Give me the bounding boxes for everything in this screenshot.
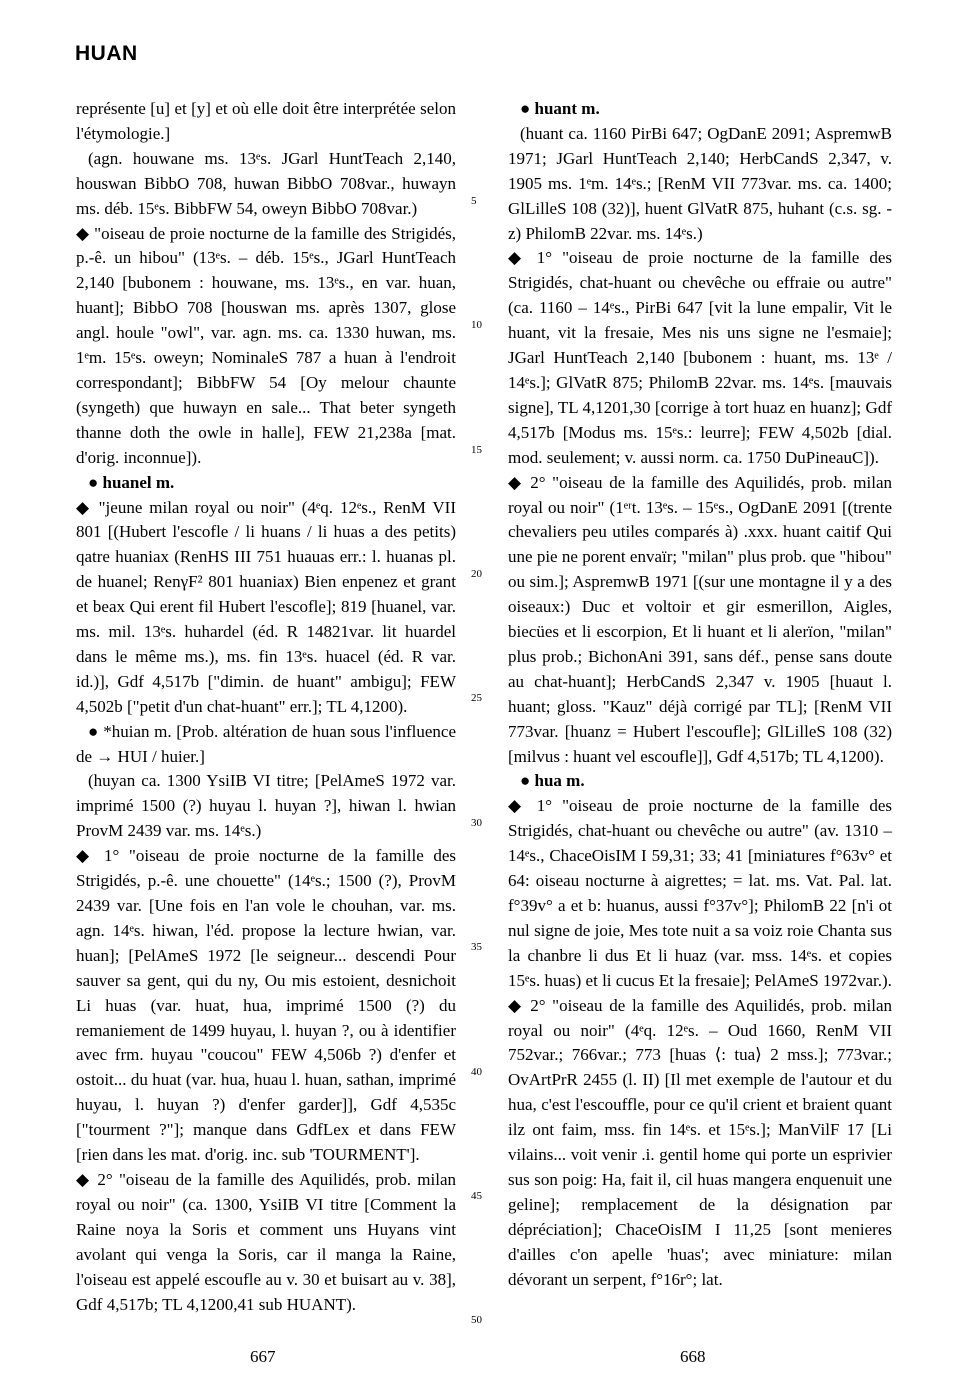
left-column <box>76 97 456 1317</box>
entry-headword: ● huanel m. <box>88 472 175 492</box>
paragraph: ◆ "oiseau de proie nocturne de la famille des Strigidés, p.-ê. un hibou" (13ᵉs. – déb. 15ᵉs., JGarl HuntTeach 2,140 [bubonem : houwane, ms. 13ᵉs., en var. huan, huant]; BibbO 708 [houswan ms. après 1307, glose angl. houle "owl", var. agn. ms. ca. 1330 huwan, ms. 1ᵉm. 15ᵉs. oweyn; NominaleS 787 a huan à l'endroit correspondant]; BibbFW 54 [Oy melour chaunte (syngeth) que huwayn en sale... That beter syngeth thanne doth the owle in halle], FEW 21,238a [mat. d'orig. inconnue]). <box>76 223 456 467</box>
page-number-left: 667 <box>250 1347 276 1366</box>
paragraph: (huant ca. 1160 PirBi 647; OgDanE 2091; AspremwB 1971; JGarl HuntTeach 2,140; HerbCandS 2,347, v. 1905 ms. 1ᵉm. 14ᵉs.; [RenM VII 773var. ms. ca. 1400; GlLilleS 108 (32)], huent GlVatR 875, huhant (c.s. sg. -z) PhilomB 22var. ms. 14ᵉs.) <box>508 123 892 243</box>
entry-headword: ● huant m. <box>520 99 600 118</box>
page-number-right: 668 <box>680 1347 706 1366</box>
entry-headword: ● *huian m. [Prob. altération de huan sous l'influence de → HUI / huier.] <box>76 721 456 766</box>
line-number: 40 <box>471 1066 482 1078</box>
line-number: 15 <box>471 444 482 456</box>
paragraph: ◆ 1° "oiseau de proie nocturne de la famille des Strigidés, chat-huant ou chevêche ou autre" (av. 1310 – 14ᵉs., ChaceOisIM I 59,31; 33; 41 [miniatures f°63v° et 64: oiseau nocturne à aigrettes; = lat. ms. Vat. Pal. lat. f°39v° a et b: huanus, aussi f°37v°]; PhilomB 22 [n'i ot nul signe de joie, Mes tote nuit a sa voiz roie Chanta sus la chanbre li dus Et li huaz (var. mss. 14ᵉs. et copies 15ᵉs. huas) et li cucus Et la fresaie]; PelAmeS 1972var.). <box>508 796 892 990</box>
line-number: 10 <box>471 319 482 331</box>
line-number: 50 <box>471 1314 482 1326</box>
right-column <box>508 97 892 1293</box>
paragraph: ◆ 2° "oiseau de la famille des Aquilidés, prob. milan royal ou noir" (ca. 1300, YsiIB VI titre [Comment la Raine noya la Soris et comment uns Huyans vint avolant qui venga la Soris, car il manga la Raine, l'oiseau est appelé escoufle au v. 30 et buisart au v. 38], Gdf 4,517b; TL 4,1200,41 sub HUANT). <box>76 1169 456 1314</box>
paragraph: représente [u] et [y] et où elle doit être interprétée selon l'étymologie.] <box>76 99 456 143</box>
line-number: 25 <box>471 692 482 704</box>
paragraph: (huyan ca. 1300 YsiIB VI titre; [PelAmeS 1972 var. imprimé 1500 (?) huyau l. huyan ?], hiwan l. hwian ProvM 2439 var. ms. 14ᵉs.) <box>76 771 456 841</box>
paragraph: ◆ 2° "oiseau de la famille des Aquilidés, prob. milan royal ou noir" (1ᵉʳt. 13ᵉs. – 15ᵉs., OgDanE 2091 [(trente chevaliers peu utiles comparés à) .xxx. huant caitif Qui une pie ne porent envaïr; "milan" plus prob. que "hibou" ou sim.]; AspremwB 1971 [(sur une montagne il y a des oiseaux:) Duc et voltoir et gir esmerillon, Aigles, biecües et li escorpion, Et li huant et li alerïon, "milan" plus prob.; BichonAni 391, sans déf., pense sans doute au chat-huant]; HerbCandS 2,347 v. 1905 [huaut l. huant; gloss. "Kauz" déjà corrigé par TL]; [RenM VII 773var. [huanz = Hubert l'escoufle]; GlLilleS 108 (32) [milvus : huant vel escoufle]], Gdf 4,517b; TL 4,1200). <box>508 472 892 766</box>
line-number: 5 <box>471 195 477 207</box>
line-number: 35 <box>471 941 482 953</box>
paragraph: ◆ 2° "oiseau de la famille des Aquilidés, prob. milan royal ou noir" (4ᵉq. 12ᵉs. – Oud 1660, RenM VII 752var.; 766var.; 773 [huas ⟨: tua⟩ 2 mss.]; 773var.; OvArtPrR 2455 (l. II) [Il met exemple de l'autour et du hua, c'est l'escouffle, pour ce qu'il crient et braient quant ilz ont faim, mss. fin 14ᵉs. et 15ᵉs.]; ManVilF 17 [Li vilains... voit venir .i. gentil home qui porte un esprivier sus son poig: Ha, fait il, cil huas mangera enquenuit une geline]; remplacement de la désignation par dépréciation]; ChaceOisIM I 11,25 [sont menieres d'ailles c'on apelle 'huas'; avec miniature: milan dévorant un serpent, f°16r°; lat. <box>508 995 892 1289</box>
entry-headword: ● hua m. <box>520 771 585 791</box>
line-number: 20 <box>471 568 482 580</box>
line-number: 30 <box>471 817 482 829</box>
paragraph: ◆ 1° "oiseau de proie nocturne de la famille des Strigidés, chat-huant ou chevêche ou effraie ou autre" (ca. 1160 – 14ᵉs., PirBi 647 [vit la lune empalir, Vit le huant, vit la fresaie, Mes nis uns signe ne l'esmaie]; JGarl HuntTeach 2,140 [bubonem : huant, ms. 13ᵉ / 14ᵉs.]; GlVatR 875; PhilomB 22var. ms. 14ᵉs. [mauvais signe], TL 4,1201,30 [corrige à tort huaz en huanz]; Gdf 4,517b [Modus ms. 15ᵉs.: leurre]; FEW 4,502b [dial. mod. seulement; v. aussi norm. ca. 1750 DuPineauC]). <box>508 248 892 467</box>
paragraph: ◆ "jeune milan royal ou noir" (4ᵉq. 12ᵉs., RenM VII 801 [(Hubert l'escofle / li huans / li huas a des petits) qatre huaniax (RenHS III 751 huauas err.: l. huanas pl. de huanel; RenγF² 801 huaniax) Bien enpenez et grant et beax Qui erent fil Hubert l'escofle]; 819 [huanel, var. ms. mil. 13ᵉs. huhardel (éd. R 14821var. lit huardel dans le même ms.), ms. fin 13ᵉs. huacel (éd. R var. id.)], Gdf 4,517b ["dimin. de huant" ambigu]; FEW 4,502b ["petit d'un chat-huant" err.]; TL 4,1200). <box>76 497 456 716</box>
page-header-headword: HUAN <box>75 42 138 65</box>
line-number: 45 <box>471 1190 482 1202</box>
paragraph: ◆ 1° "oiseau de proie nocturne de la famille des Strigidés, p.-ê. une chouette" (14ᵉs.; 1500 (?), ProvM 2439 var. [Une fois en l'an vole le chouhan, var. ms. agn. 14ᵉs. hiwan, l'éd. propose la lecture hwian, var. huan]; [PelAmeS 1972 [le seigneur... descendi Pour sauver sa gent, qui du ny, Ou mis estoient, desnichoit Li huas (var. huat, hua, imprimé 1500 (?) du remaniement de 1499 huyau, l. huyan ?, ou à identifier avec frm. huyau "coucou" FEW 4,506b ?) d'enfer et ostoit... du huat (var. hua, huau l. huan, sathan, imprimé huyau, l. huyan ?) d'enfer garder]], Gdf 4,535c ["tourment ?"]; manque dans GdfLex et dans FEW [rien dans les mat. d'orig. inc. sub 'TOURMENT']. <box>76 846 456 1165</box>
paragraph: (agn. houwane ms. 13ᵉs. JGarl HuntTeach 2,140, houswan BibbO 708, huwan BibbO 708var., huwayn ms. déb. 15ᵉs. BibbFW 54, oweyn BibbO 708var.) <box>76 148 456 218</box>
